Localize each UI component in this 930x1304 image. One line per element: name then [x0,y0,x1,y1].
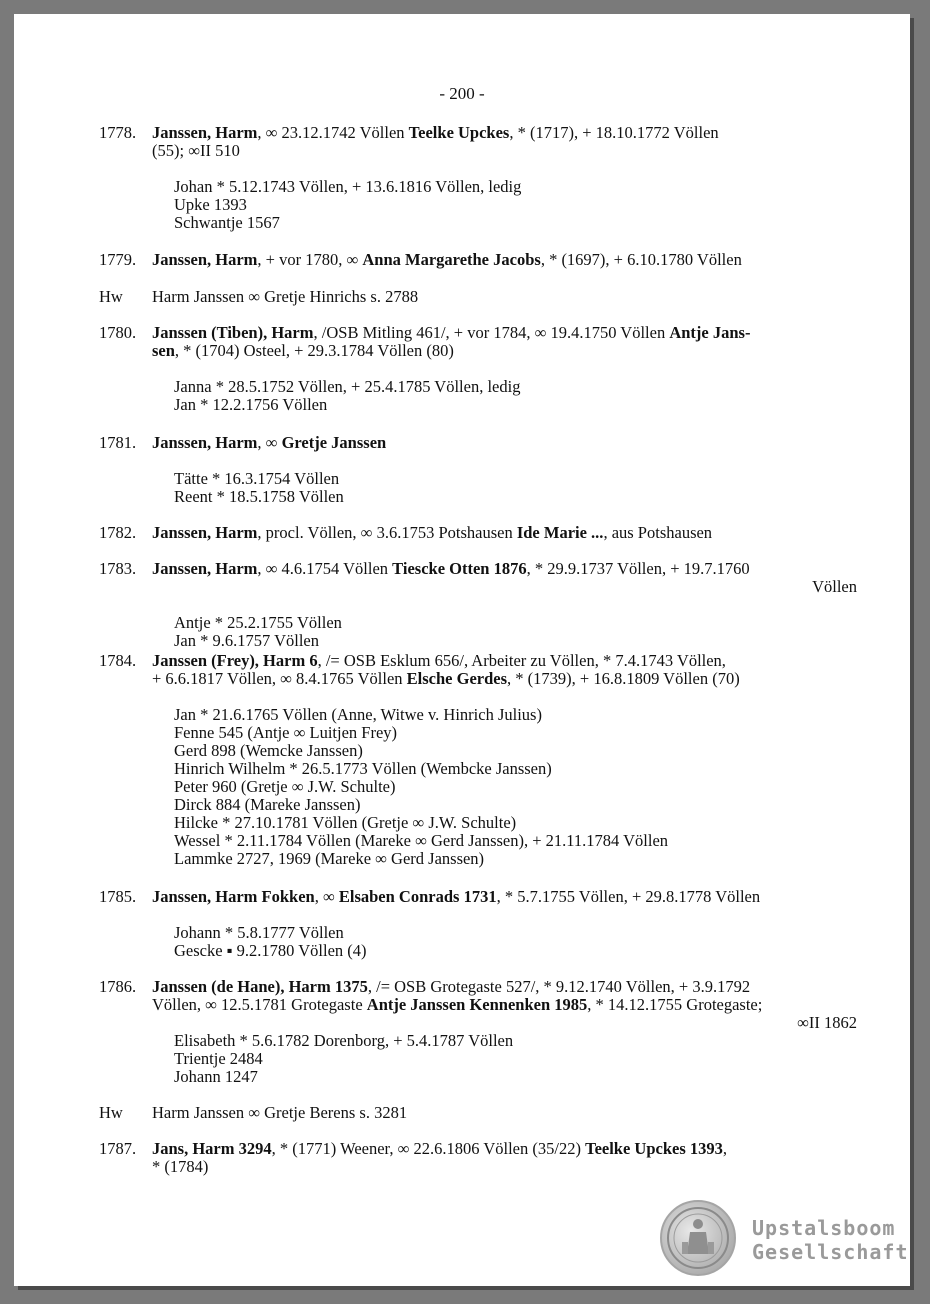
entry-body [152,1104,857,1122]
child-item: Janna * 28.5.1752 Völlen, + 25.4.1785 Völlen, ledig [174,377,521,396]
child-item: Antje * 25.2.1755 Völlen [174,613,342,632]
entry-text: , * 5.7.1755 Völlen, + 29.8.1778 Völlen [496,887,761,906]
entry-number: Hw [99,287,123,306]
entry-body [152,434,857,452]
entry-line [152,251,857,269]
entry-name: Janssen, Harm [152,250,258,269]
entry-body [152,288,857,306]
child-item: Jan * 12.2.1756 Völlen [174,395,328,414]
child-item: Tätte * 16.3.1754 Völlen [174,469,340,488]
entry-name: Janssen, Harm [152,123,258,142]
children-list [174,614,910,650]
children-list [174,378,910,414]
entry-line [152,524,857,542]
entry-body [152,251,857,269]
entry-name: Tiescke Otten 1876 [392,559,527,578]
child-item: Jan * 21.6.1765 Völlen (Anne, Witwe v. Hinrich Julius) [174,705,542,724]
entry-text: , * (1739), + 16.8.1809 Völlen (70) [507,669,740,688]
entry-text: , ∞ [314,887,339,906]
entry-text: , ∞ 23.12.1742 Völlen [257,123,409,142]
document-page [14,14,910,1286]
entry-name: Antje Jans- [669,323,751,342]
genealogy-entry [14,1140,910,1176]
entry-text: , procl. Völlen, ∞ 3.6.1753 Potshausen [257,523,517,542]
child-item: Johann * 5.8.1777 Völlen [174,923,344,942]
children-list [174,706,910,868]
genealogy-entry [14,251,910,269]
logo-line-1: Upstalsboom [752,1216,896,1240]
child-item: Johann 1247 [174,1067,258,1086]
entry-body [152,560,857,596]
entry-text: , /OSB Mitling 461/, + vor 1784, ∞ 19.4.1750 Völlen [313,323,670,342]
genealogy-entry [14,524,910,542]
entry-line [152,324,857,342]
entry-number: 1778. [99,123,137,142]
entry-body [152,524,857,542]
entry-line [152,888,857,906]
entry-name: Elsaben Conrads 1731 [338,887,497,906]
genealogy-entry [14,434,910,506]
entry-line [152,124,857,142]
entry-body [152,652,857,688]
child-item: Schwantje 1567 [174,213,280,232]
entry-body [152,1140,857,1176]
entry-number: 1781. [99,433,137,452]
seal-logo [660,1200,736,1276]
genealogy-entry [14,560,910,650]
logo-text [752,1216,909,1264]
entry-line: Harm Janssen ∞ Gretje Hinrichs s. 2788 [152,287,419,306]
entry-text: , * (1704) Osteel, + 29.3.1784 Völlen (80) [174,341,454,360]
child-item: Fenne 545 (Antje ∞ Luitjen Frey) [174,723,398,742]
child-item: Trientje 2484 [174,1049,263,1068]
child-item: Hilcke * 27.10.1781 Völlen (Gretje ∞ J.W. Schulte) [174,813,517,832]
genealogy-entry [14,978,910,1086]
entry-name: Anna Margarethe Jacobs [362,250,541,269]
child-item: Wessel * 2.11.1784 Völlen (Mareke ∞ Gerd Janssen), + 21.11.1784 Völlen [174,831,669,850]
child-item: Johan * 5.12.1743 Völlen, + 13.6.1816 Völlen, ledig [174,177,522,196]
entry-line: ∞II 1862 [797,1013,857,1032]
entry-line [152,652,857,670]
entry-line [152,978,857,996]
child-item: Jan * 9.6.1757 Völlen [174,631,319,650]
entry-name: Janssen, Harm [152,523,258,542]
entry-name: Ide Marie ... [516,523,604,542]
entry-line: (55); ∞II 510 [152,141,240,160]
seal-figure-icon [662,1202,734,1274]
children-list [174,1032,910,1086]
entry-name: Teelke Upckes [408,123,510,142]
entry-text: Völlen, ∞ 12.5.1781 Grotegaste [152,995,367,1014]
entry-text: , + vor 1780, ∞ [257,250,363,269]
entry-number: 1779. [99,250,137,269]
entry-text: , ∞ 4.6.1754 Völlen [257,559,393,578]
child-item: Hinrich Wilhelm * 26.5.1773 Völlen (Wembcke Janssen) [174,759,552,778]
genealogy-entry [14,652,910,868]
children-list [174,178,910,232]
entry-text: , * (1697), + 6.10.1780 Völlen [540,250,742,269]
entry-name: Janssen, Harm Fokken [152,887,315,906]
entry-line [152,560,857,578]
entry-text: , * (1717), + 18.10.1772 Völlen [509,123,719,142]
genealogy-entry [14,888,910,960]
entry-name: Janssen (de Hane), Harm 1375 [152,977,368,996]
entry-name: sen [152,341,175,360]
entry-name: Jans, Harm 3294 [152,1139,272,1158]
entry-body [152,124,857,160]
genealogy-entry [14,324,910,414]
entry-number: 1787. [99,1139,137,1158]
entry-line [152,1140,857,1158]
entry-name: Janssen, Harm [152,433,258,452]
entry-text: , /= OSB Esklum 656/, Arbeiter zu Völlen, * 7.4.1743 Völlen, [317,651,726,670]
child-item: Peter 960 (Gretje ∞ J.W. Schulte) [174,777,396,796]
page-number: - 200 - [439,84,485,103]
child-item: Gescke ▪ 9.2.1780 Völlen (4) [174,941,367,960]
entry-name: Janssen (Tiben), Harm [152,323,314,342]
child-item: Elisabeth * 5.6.1782 Dorenborg, + 5.4.1787 Völlen [174,1031,514,1050]
entry-name: Antje Janssen Kennenken 1985 [366,995,588,1014]
entry-text: + 6.6.1817 Völlen, ∞ 8.4.1765 Völlen [152,669,407,688]
entry-name: Elsche Gerdes [406,669,508,688]
entry-name: Gretje Janssen [281,433,387,452]
child-item: Gerd 898 (Wemcke Janssen) [174,741,363,760]
entry-line: * (1784) [152,1157,209,1176]
genealogy-entry [14,1104,910,1122]
child-item: Upke 1393 [174,195,247,214]
entry-line: Völlen [812,577,857,596]
entry-text: , aus Potshausen [603,523,713,542]
entry-text: , * 14.12.1755 Grotegaste; [587,995,763,1014]
entry-number: 1782. [99,523,137,542]
children-list [174,924,910,960]
entry-line [152,434,857,452]
entry-body [152,978,857,1032]
entry-number: 1784. [99,651,137,670]
entry-text: , ∞ [257,433,282,452]
entry-number: 1785. [99,887,137,906]
entry-number: 1780. [99,323,137,342]
entry-name: Janssen (Frey), Harm 6 [152,651,318,670]
entry-text: , * (1771) Weener, ∞ 22.6.1806 Völlen (35/22) [271,1139,586,1158]
entry-line [152,342,857,360]
entry-number: 1786. [99,977,137,996]
entry-line [152,670,857,688]
entry-body [152,324,857,360]
entry-number: 1783. [99,559,137,578]
entry-line: Harm Janssen ∞ Gretje Berens s. 3281 [152,1103,408,1122]
entry-body [152,888,857,906]
child-item: Reent * 18.5.1758 Völlen [174,487,344,506]
entry-text: , [722,1139,728,1158]
entry-name: Janssen, Harm [152,559,258,578]
child-item: Lammke 2727, 1969 (Mareke ∞ Gerd Janssen) [174,849,485,868]
genealogy-entry [14,288,910,306]
entry-number: Hw [99,1103,123,1122]
genealogy-entry [14,124,910,232]
entry-text: , * 29.9.1737 Völlen, + 19.7.1760 [526,559,750,578]
entry-name: Teelke Upckes 1393 [585,1139,723,1158]
children-list [174,470,910,506]
logo-line-2: Gesellschaft [752,1240,909,1264]
child-item: Dirck 884 (Mareke Janssen) [174,795,361,814]
entry-text: , /= OSB Grotegaste 527/, * 9.12.1740 Völlen, + 3.9.1792 [367,977,751,996]
entry-line [152,996,857,1014]
